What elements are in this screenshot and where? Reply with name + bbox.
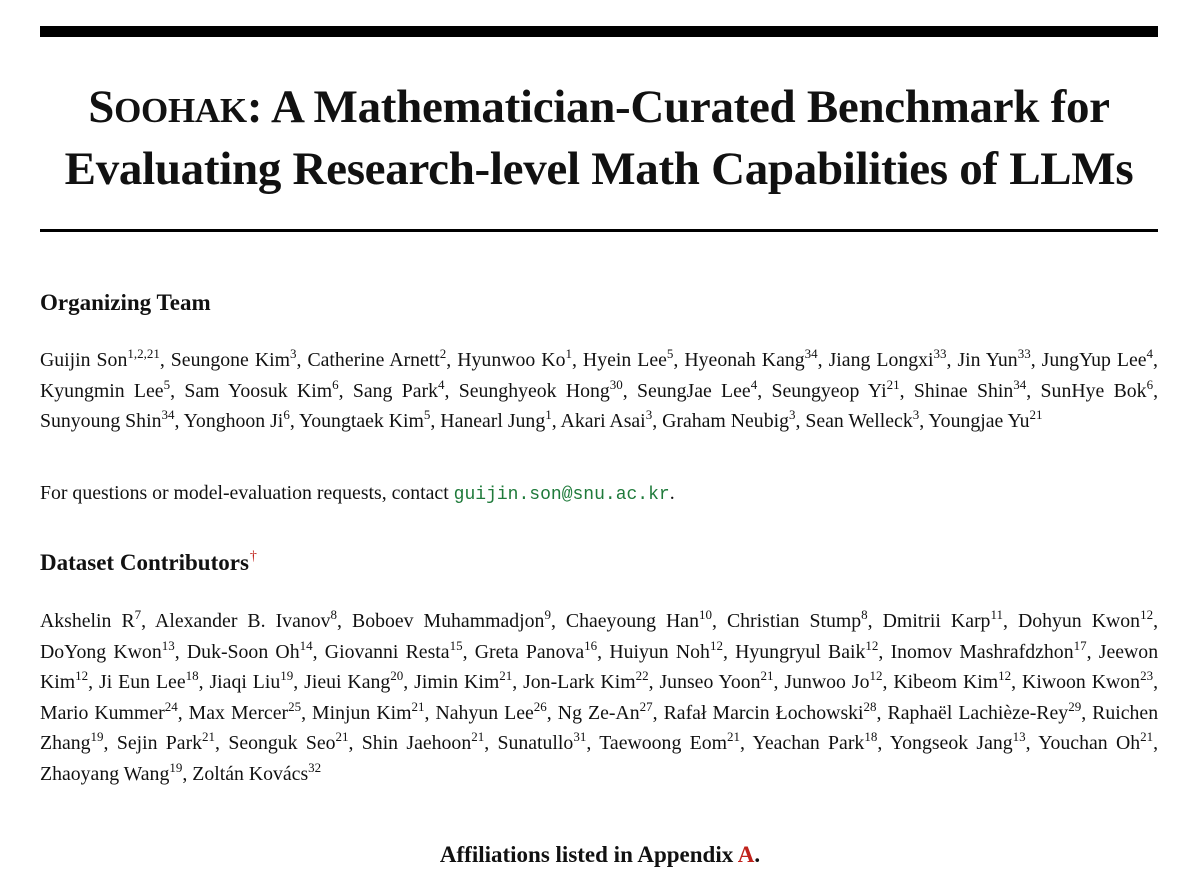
organizing-team-author-list: Guijin Son$^{1,2,21}$, Seungone Kim$^3$, Catherine Arnett$^2$, Hyunwoo Ko$^1$, Hyein Lee$^5$, Hyeonah Kang$^{34}$, Jiang Longxi$^{33}$, Jin Yun$^{33}$, JungYup Lee$^4$, Kyungmin Lee$^5$, Sam Yoosuk Kim$^6$, Sang Park$^4$, Seunghyeok Hong$^{30}$, SeungJae Lee$^4$, Seungyeop Yi$^{21}$, Shinae Shin$^{34}$, SunHye Bok$^6$, Sunyoung Shin$^{34}$, Yonghoon Ji$^6$, Youngtaek Kim$^5$, Hanearl Jung$^1$, Akari Asai$^3$, Graham Neubig$^3$, Sean Welleck$^3$, Youngjae Yu$^{21}$: [40, 346, 1159, 432]
author-name: Youngtaek Kim: [298, 410, 424, 432]
title-name-initial: S: [88, 81, 115, 133]
author-name: Sejin Park: [116, 732, 203, 754]
author-name: Zhaoyang Wang: [40, 762, 170, 785]
author-name: Zoltán Kovács: [192, 762, 309, 785]
author-affiliation-sup: 33: [1017, 346, 1031, 361]
author-entry: [116, 729, 216, 754]
author-entry: [352, 376, 445, 402]
author-name: Seunghyeok Hong: [458, 379, 610, 402]
author-name: Yonghoon Ji: [183, 410, 284, 432]
author-affiliation-sup: 34: [1013, 376, 1027, 392]
author-entry: [440, 407, 552, 432]
author-affiliation-sup: 5: [163, 376, 171, 392]
author-affiliation-sup: 17: [1073, 637, 1087, 653]
author-affiliation-sup: 8: [330, 607, 338, 622]
author-name: Chaeyoung Han: [565, 610, 699, 632]
author-entry: [40, 407, 175, 432]
author-name: Guijin Son: [40, 349, 128, 371]
contact-line: [40, 482, 675, 505]
author-affiliation-sup: 31: [573, 729, 587, 744]
author-name: Jimin Kim: [414, 671, 500, 693]
author-entry: [557, 698, 653, 724]
affiliations-text: Affiliations listed in Appendix: [439, 842, 734, 867]
author-affiliation-sup: 4: [750, 376, 758, 392]
author-name: Catherine Arnett: [307, 349, 440, 371]
author-entry: [913, 376, 1027, 402]
author-name: Jieui Kang: [304, 671, 391, 693]
author-affiliation-sup: 24: [164, 698, 178, 714]
author-affiliation-sup: 3: [912, 407, 920, 422]
author-name: JungYup Lee: [1041, 349, 1147, 371]
author-affiliation-sup: 3: [788, 407, 796, 422]
author-entry: [599, 729, 741, 754]
author-affiliation-sup: 18: [864, 729, 878, 744]
author-entry: [752, 729, 878, 754]
author-name: Hyungryul Baik: [735, 640, 866, 663]
author-affiliation-sup: 12: [865, 637, 879, 653]
author-name: Inomov Mashrafdzhon: [890, 640, 1074, 663]
author-name: Rafał Marcin Łochowski: [663, 701, 864, 724]
author-affiliation-sup: 33: [933, 346, 947, 361]
author-entry: [40, 759, 183, 785]
author-affiliation-sup: 25: [288, 698, 302, 714]
affiliations-note: [0, 842, 1200, 868]
author-name: Seungyeop Yi: [771, 379, 887, 402]
author-entry: [40, 607, 142, 632]
author-entry: [609, 637, 723, 663]
author-affiliation-sup: 13: [1012, 729, 1026, 744]
author-entry: [458, 376, 623, 402]
author-entry: [99, 668, 199, 693]
author-entry: [582, 346, 674, 371]
dagger-footnote-mark[interactable]: †: [249, 549, 257, 564]
author-affiliation-sup: 21: [886, 376, 900, 392]
author-affiliation-sup: 6: [332, 376, 339, 392]
author-name: Graham Neubig: [662, 410, 789, 432]
author-name: Hyeonah Kang: [684, 349, 805, 371]
author-entry: [889, 729, 1026, 754]
author-entry: [663, 698, 877, 724]
author-entry: [1038, 729, 1154, 754]
author-affiliation-sup: 21: [499, 668, 513, 683]
author-affiliation-sup: 3: [290, 346, 297, 361]
author-entry: [565, 607, 712, 632]
author-entry: [155, 607, 338, 632]
author-entry: [1041, 346, 1154, 371]
author-name: Alexander B. Ivanov: [155, 610, 331, 632]
paper-title: [40, 78, 1158, 198]
author-name: Boboev Muhammadjon: [352, 610, 545, 632]
contact-text: For questions or model-evaluation requests, contact: [40, 482, 449, 504]
author-name: Akari Asai: [560, 410, 646, 432]
author-affiliation-sup: 21: [471, 729, 485, 744]
author-name: Akshelin R: [40, 610, 135, 632]
author-name: Sam Yoosuk Kim: [184, 379, 333, 402]
author-affiliation-sup: 11: [990, 607, 1003, 622]
author-affiliation-sup: 12: [709, 637, 723, 653]
dataset-contributors-heading: [40, 549, 257, 576]
title-name-smallcaps: OOHAK: [114, 91, 247, 130]
author-entry: [662, 407, 796, 432]
author-name: Ji Eun Lee: [99, 671, 186, 693]
author-entry: [560, 407, 653, 432]
author-affiliation-sup: 28: [863, 698, 877, 714]
author-name: Sean Welleck: [805, 410, 913, 432]
author-name: Christian Stump: [726, 610, 862, 632]
title-line1-rest: : A Mathematician-Curated Benchmark for: [246, 81, 1110, 133]
author-affiliation-sup: 34: [804, 346, 818, 361]
author-affiliation-sup: 21: [202, 729, 216, 744]
author-affiliation-sup: 6: [283, 407, 290, 422]
author-affiliation-sup: 21: [727, 729, 741, 744]
author-name: Duk-Soon Oh: [186, 640, 300, 663]
author-entry: [435, 698, 547, 724]
author-entry: [40, 376, 171, 402]
author-name: Sang Park: [352, 379, 438, 402]
author-name: Seungone Kim: [170, 349, 290, 371]
author-entry: [928, 407, 1043, 432]
dataset-contributors-author-list: Akshelin $R^7$, Alexander B. Ivanov$^8$, Boboev Muhammadjon$^9$, Chaeyoung Han$^{10}$, Christian Stump$^8$, Dmitrii Karp$^{11}$, Dohyun Kwon$^{12}$, DoYong Kwon$^{13}$, Duk-Soon Oh$^{14}$, Giovanni Resta$^{15}$, Greta Panova$^{16}$, Huiyun Noh$^{12}$, Hyungryul Baik$^{12}$, Inomov Mashrafdzhon$^{17}$, Jeewon Kim$^{12}$, Ji Eun Lee$^{18}$, Jiaqi Liu$^{19}$, Jieui Kang$^{20}$, Jimin Kim$^{21}$, Jon-Lark Kim$^{22}$, Junseo Yoon$^{21}$, Junwoo Jo$^{12}$, Kibeom Kim$^{12}$, Kiwoon Kwon$^{23}$, Mario Kummer$^{24}$, Max Mercer$^{25}$, Minjun Kim$^{21}$, Nahyun Lee$^{26}$, Ng Ze-An$^{27}$, Rafał Marcin Łochowski$^{28}$, Raphaël Lachièze-Rey$^{29}$, Ruichen Zhang$^{19}$, Sejin Park$^{21}$, Seonguk Seo$^{21}$, Shin Jaehoon$^{21}$, Sunatullo$^{31}$, Taewoong Eom$^{21}$, Yeachan Park$^{18}$, Yongseok Jang$^{13}$, Youchan Oh$^{21}$, Zhaoyang Wang$^{19}$, Zoltán Kovács$^{32}$: [40, 607, 1159, 785]
author-name: Yongseok Jang: [889, 732, 1013, 754]
author-entry: [183, 407, 290, 432]
author-affiliation-sup: 19: [280, 668, 294, 683]
author-affiliation-sup: 20: [390, 668, 404, 683]
author-affiliation-sup: 21: [335, 729, 349, 744]
author-name: Ruichen Zhang: [40, 701, 1159, 754]
author-affiliation-sup: 6: [1146, 376, 1154, 392]
author-entry: [324, 637, 463, 663]
author-affiliation-sup: 12: [998, 668, 1012, 683]
author-entry: [304, 668, 404, 693]
author-affiliation-sup: 13: [161, 637, 175, 653]
author-entry: [735, 637, 879, 663]
author-entry: [40, 346, 160, 371]
author-entry: [474, 637, 598, 663]
author-affiliation-sup: 5: [666, 346, 674, 361]
author-entry: [361, 729, 485, 754]
author-affiliation-sup: 1,2,21: [127, 346, 160, 361]
author-entry: [40, 637, 175, 663]
author-entry: [170, 346, 297, 371]
author-affiliation-sup: 12: [1140, 607, 1154, 622]
author-affiliation-sup: 22: [635, 668, 649, 683]
author-name: Shinae Shin: [913, 379, 1014, 402]
author-entry: [771, 376, 900, 402]
author-affiliation-sup: 4: [1146, 346, 1154, 361]
author-affiliation-sup: 14: [299, 637, 313, 653]
author-affiliation-sup: 12: [869, 668, 883, 683]
author-entry: [40, 698, 178, 724]
author-name: DoYong Kwon: [40, 640, 162, 663]
author-name: Dohyun Kwon: [1017, 610, 1141, 632]
author-entry: [352, 607, 551, 632]
author-affiliation-sup: 21: [1140, 729, 1154, 744]
author-name: Junwoo Jo: [784, 671, 870, 693]
author-affiliation-sup: 10: [698, 607, 712, 622]
author-name: Nahyun Lee: [435, 701, 534, 724]
author-entry: [192, 759, 322, 785]
author-affiliation-sup: 1: [565, 346, 572, 361]
author-entry: [893, 668, 1012, 693]
author-entry: [828, 346, 947, 371]
author-affiliation-sup: 29: [1068, 698, 1082, 714]
author-entry: [659, 668, 774, 693]
author-name: Junseo Yoon: [659, 671, 761, 693]
author-affiliation-sup: 3: [645, 407, 653, 422]
author-name: Yeachan Park: [752, 732, 865, 754]
author-name: SeungJae Lee: [637, 379, 751, 402]
author-affiliation-sup: 26: [533, 698, 547, 714]
dataset-contributors-heading-text: Dataset Contributors: [40, 550, 249, 575]
author-entry: [1022, 668, 1154, 693]
author-entry: [228, 729, 349, 754]
author-entry: [312, 698, 425, 724]
author-affiliation-sup: 19: [90, 729, 104, 744]
author-affiliation-sup: 15: [449, 637, 463, 653]
author-affiliation-sup: 9: [544, 607, 551, 622]
author-entry: [523, 668, 649, 693]
author-entry: [188, 698, 302, 724]
author-affiliation-sup: 18: [185, 668, 199, 683]
author-entry: [1040, 376, 1154, 402]
author-name: Giovanni Resta: [324, 640, 450, 663]
title-rule: [40, 229, 1158, 232]
author-name: Huiyun Noh: [609, 640, 710, 663]
author-entry: [890, 637, 1087, 663]
author-affiliation-sup: 12: [75, 668, 89, 683]
author-entry: [882, 607, 1003, 632]
top-rule: [40, 26, 1158, 37]
author-entry: [957, 346, 1031, 371]
author-affiliation-sup: 8: [861, 607, 868, 622]
author-entry: [186, 637, 313, 663]
author-entry: [457, 346, 572, 371]
author-affiliation-sup: 23: [1140, 668, 1154, 683]
author-affiliation-sup: 27: [639, 698, 653, 714]
contact-end: .: [669, 482, 675, 504]
author-affiliation-sup: 30: [609, 376, 623, 392]
author-name: Ng Ze-An: [557, 701, 640, 724]
author-affiliation-sup: 21: [411, 698, 425, 714]
author-entry: [414, 668, 513, 693]
author-affiliation-sup: 34: [161, 407, 175, 422]
author-name: Jiaqi Liu: [209, 671, 281, 693]
author-name: Jiang Longxi: [828, 349, 934, 371]
author-entry: [684, 346, 818, 371]
author-name: Jeewon Kim: [40, 640, 1159, 693]
author-affiliation-sup: 32: [308, 759, 322, 775]
author-entry: [805, 407, 920, 432]
author-affiliation-sup: 5: [423, 407, 431, 422]
author-name: Taewoong Eom: [599, 732, 728, 754]
author-entry: [887, 698, 1082, 724]
author-name: Youngjae Yu: [928, 410, 1030, 432]
author-entry: [209, 668, 294, 693]
author-name: Raphaël Lachièze-Rey: [887, 701, 1069, 724]
author-entry: [1017, 607, 1154, 632]
author-entry: [184, 376, 339, 402]
author-name: Hyein Lee: [582, 349, 667, 371]
author-name: Mario Kummer: [40, 701, 165, 724]
author-name: Youchan Oh: [1038, 732, 1141, 754]
author-name: Dmitrii Karp: [882, 610, 991, 632]
author-affiliation-sup: 21: [760, 668, 774, 683]
author-name: Jin Yun: [957, 349, 1018, 371]
contact-email-link[interactable]: guijin.son@snu.ac.kr: [453, 485, 670, 505]
author-affiliation-sup: 4: [437, 376, 445, 392]
appendix-link[interactable]: A: [737, 842, 755, 867]
author-name: Kibeom Kim: [893, 671, 999, 693]
author-affiliation-sup: 7: [134, 607, 142, 622]
author-entry: [497, 729, 587, 754]
author-affiliation-sup: 1: [545, 407, 552, 422]
author-name: Hyunwoo Ko: [457, 349, 566, 371]
author-name: Seonguk Seo: [228, 732, 336, 754]
title-line2: Evaluating Research-level Math Capabilities of LLMs: [64, 143, 1134, 195]
author-name: Kiwoon Kwon: [1022, 671, 1141, 693]
author-entry: [298, 407, 431, 432]
author-name: Sunyoung Shin: [40, 410, 162, 432]
author-name: Hanearl Jung: [440, 410, 546, 432]
organizing-team-heading: Organizing Team: [40, 290, 211, 315]
author-entry: [637, 376, 758, 402]
author-entry: [726, 607, 868, 632]
author-entry: [784, 668, 883, 693]
author-name: Jon-Lark Kim: [523, 671, 636, 693]
author-entry: [307, 346, 447, 371]
author-affiliation-sup: 2: [439, 346, 447, 361]
author-name: SunHye Bok: [1040, 379, 1147, 402]
author-affiliation-sup: 21: [1029, 407, 1043, 422]
author-name: Shin Jaehoon: [361, 732, 472, 754]
author-name: Max Mercer: [188, 701, 289, 724]
affiliations-end: .: [754, 842, 761, 867]
author-name: Greta Panova: [474, 640, 585, 663]
author-name: Minjun Kim: [312, 701, 412, 724]
author-affiliation-sup: 16: [584, 637, 598, 653]
author-name: Sunatullo: [497, 732, 574, 754]
author-name: Kyungmin Lee: [40, 379, 164, 402]
author-affiliation-sup: 19: [169, 759, 183, 775]
